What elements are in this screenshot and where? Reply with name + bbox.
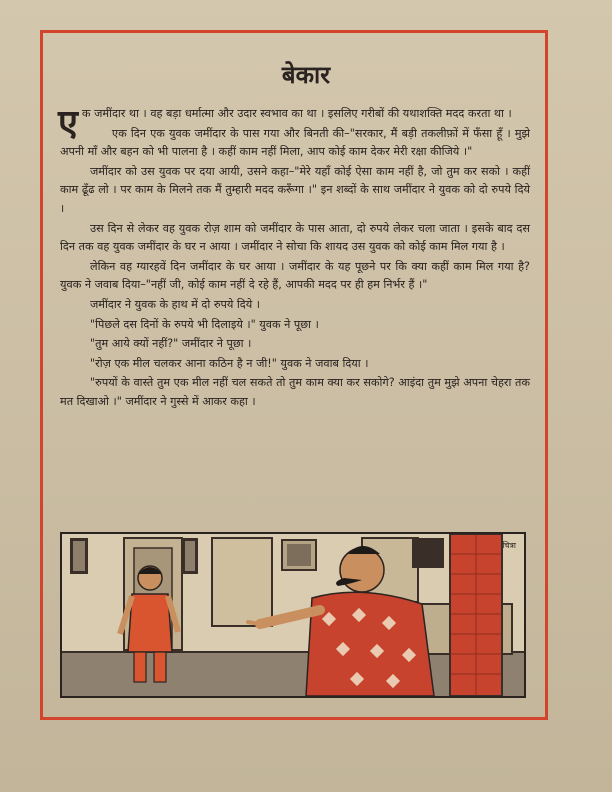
window-right-dark — [412, 538, 444, 568]
paragraph-2: एक दिन एक युवक जमींदार के पास गया और बिनती की–"सरकार, मैं बड़ी तकलीफ़ों में फँसा हूँ । मुझे अपनी माँ और बहन को भी पालना है । कहीं काम नहीं मिला, आप कोई काम देकर मेरी रक्षा कीजिये ।" — [60, 126, 530, 159]
paragraph-3: जमींदार को उस युवक पर दया आयी, उसने कहा–"मेरे यहाँ कोई ऐसा काम नहीं है, जो तुम कर सको । कहीं काम ढूँढ लो । पर काम के मिलने तक मैं तुम्हारी मदद करूँगा ।" इन शब्दों के साथ जमींदार ने युवक को दो रुपये दिये । — [60, 164, 530, 215]
paragraph-10: "रुपयों के वास्ते तुम एक मील नहीं चल सकते तो तुम काम क्या कर सकोगे? आइंदा तुम मुझे अपना चेहरा तक मत दिखाओ ।" जमींदार ने गुस्से में आकर कहा । — [60, 376, 530, 408]
story-text — [60, 105, 530, 413]
paragraph-1-text: क जमींदार था । वह बड़ा धर्मात्मा और उदार स्वभाव का था । इसलिए गरीबों की यथाशक्ति मदद करता था । — [81, 107, 512, 120]
window-left-pane — [73, 541, 85, 571]
alcove — [212, 538, 272, 626]
illustration-drawing — [62, 534, 524, 696]
paragraph-6: जमींदार ने युवक के हाथ में दो रुपये दिये । — [90, 297, 261, 311]
window-mid-pane — [185, 541, 195, 571]
dropcap: ए — [58, 103, 78, 144]
paragraph-4: उस दिन से लेकर वह युवक रोज़ शाम को जमींदार के पास आता, दो रुपये लेकर चला जाता । इसके बाद दस दिन तक वह युवक जमींदार के घर न आया । जमींदार ने सोचा कि शायद उस युवक को कोई काम मिल गया है । — [60, 221, 530, 254]
wall-picture-inner — [287, 544, 311, 566]
artist-signature: चित्रा — [502, 541, 516, 550]
paragraph-9: "रोज़ एक मील चलकर आना कठिन है न जी!" युवक ने जवाब दिया । — [90, 356, 369, 370]
story-illustration — [60, 532, 526, 698]
story-title: बेकार — [281, 61, 331, 89]
paragraph-7: "पिछले दस दिनों के रुपये भी दिलाइये ।" युवक ने पूछा । — [90, 317, 319, 331]
paragraph-5: लेकिन वह ग्यारहवें दिन जमींदार के घर आया । जमींदार के यह पूछने पर कि क्या कहीं काम मिल गया है? युवक ने जवाब दिया–"नहीं जी, कोई काम नहीं दे रहे हैं, आपकी मदद पर ही हम निर्भर हैं ।" — [60, 259, 530, 292]
paragraph-8: "तुम आये क्यों नहीं?" जमींदार ने पूछा । — [90, 337, 252, 351]
